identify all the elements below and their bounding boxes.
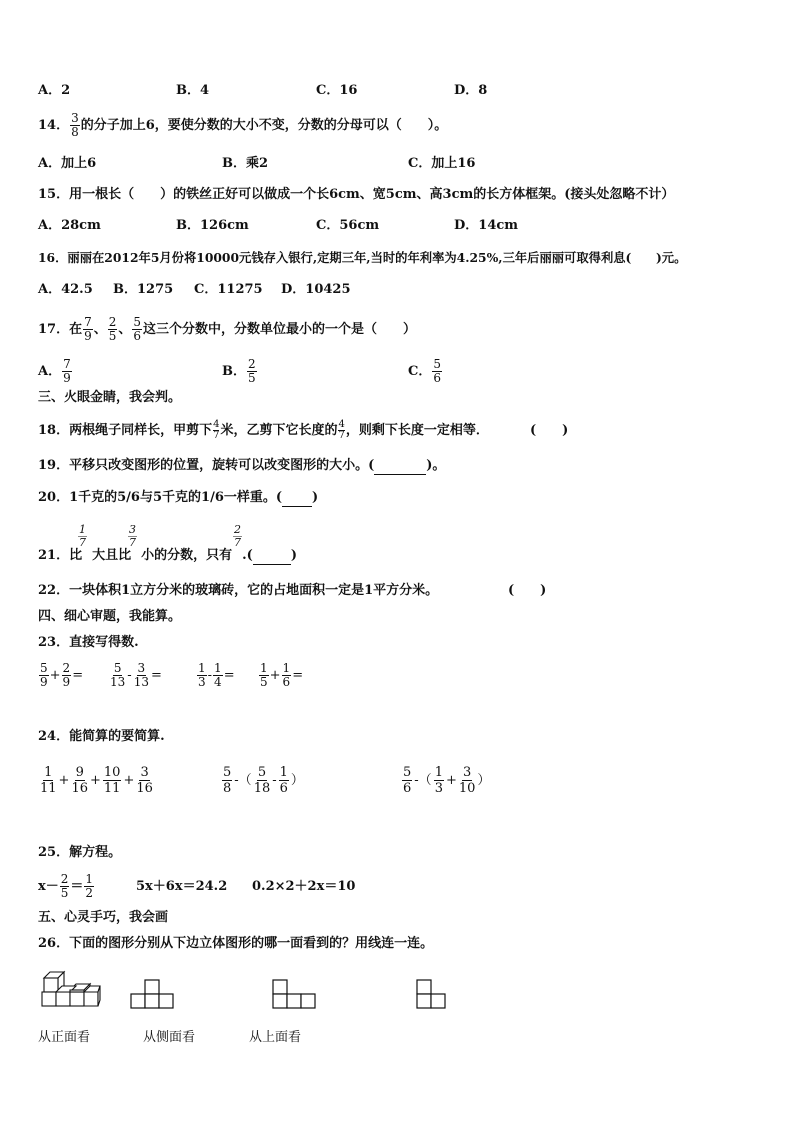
q17-question: 17．在 $\frac{7}{9}$ 、 $\frac{2}{5}$ 、 $\frac{5}{6}$ 这三个分数中，分数单位最小的一个是（ ）	[38, 315, 417, 343]
q23-expression-1: $\frac{5}{9}$ + $\frac{2}{9}$ =	[40, 661, 84, 689]
view-shape-2	[273, 978, 319, 1010]
q13-option-c: C．16	[316, 83, 358, 98]
view-label-top: 从上面看	[249, 1030, 302, 1045]
q21-question: 21．比 大且比 小的分数，只有 .( )	[38, 548, 297, 563]
q14-question: 14． $\frac{3}{8}$ 的分子加上6，要使分数的大小不变，分数的分母可以（ ）。	[38, 111, 448, 139]
q16-option-b: B．1275	[113, 282, 174, 297]
q14-option-b: B．乘2	[222, 156, 269, 171]
section-3-heading: 三、火眼金睛，我会判。	[38, 390, 182, 405]
section-4-heading: 四、细心审题，我能算。	[38, 609, 182, 624]
q16-question: 16．丽丽在2012年5月份将10000元钱存入银行,定期三年,当时的年利率为4.25%,三年后丽丽可取得利息( )元。	[38, 250, 687, 265]
q16-option-a: A．42.5	[38, 282, 93, 297]
q24-expression-2: $\frac{5}{8}$ -（ $\frac{5}{18}$ - $\frac{1}{6}$ ）	[223, 765, 304, 796]
view-shape-3	[415, 978, 447, 1016]
q15-question: 15．用一根长（ ）的铁丝正好可以做成一个长6cm、宽5cm、高3cm的长方体框架。(接头处忽略不计）	[38, 187, 675, 202]
view-label-side: 从侧面看	[143, 1030, 196, 1045]
q18-answer-blank[interactable]: ( )	[530, 423, 569, 438]
q17-option-a: A． $\frac{7}{9}$	[38, 357, 71, 385]
q22-question: 22．一块体积1立方分米的玻璃砖，它的占地面积一定是1平方分米。	[38, 583, 439, 598]
view-label-front: 从正面看	[38, 1030, 91, 1045]
cube-solid-figure	[40, 970, 102, 1012]
q16-option-d: D．10425	[281, 282, 351, 297]
q21-fraction-2: 3 7	[129, 523, 136, 549]
q25-title: 25．解方程。	[38, 845, 122, 860]
q15-option-c: C．56cm	[316, 218, 380, 233]
q21-answer-blank[interactable]	[253, 548, 291, 565]
section-5-heading: 五、心灵手巧，我会画	[38, 910, 169, 925]
q15-option-b: B．126cm	[176, 218, 249, 233]
q19-answer-blank[interactable]	[374, 458, 426, 475]
q19-question: 19．平移只改变图形的位置，旋转可以改变图形的大小。( )。	[38, 458, 446, 473]
q21-fraction-3: 2 7	[234, 523, 241, 549]
q17-option-b: B． $\frac{2}{5}$	[222, 357, 256, 385]
q15-option-d: D．14cm	[454, 218, 519, 233]
q13-option-d: D．8	[454, 83, 488, 98]
q23-expression-2: $\frac{5}{13}$ - $\frac{3}{13}$ =	[110, 661, 162, 689]
q14-option-a: A．加上6	[38, 156, 97, 171]
q20-answer-blank[interactable]	[282, 490, 312, 507]
q24-title: 24．能简算的要简算.	[38, 729, 165, 744]
q22-answer-blank[interactable]: ( )	[508, 583, 547, 598]
q24-expression-1: $\frac{1}{11}$ + $\frac{9}{16}$ + $\frac{10}{11}$ + $\frac{3}{16}$	[40, 765, 153, 796]
q24-expression-3: $\frac{5}{6}$ -（ $\frac{1}{3}$ + $\frac{3}{10}$ ）	[403, 765, 491, 796]
view-shape-1	[131, 978, 177, 1010]
q25-equation-3: 0.2×2＋2x＝10	[252, 879, 356, 894]
q14-fraction: $\frac{3}{8}$	[71, 111, 79, 139]
q20-question: 20．1千克的5/6与5千克的1/6一样重。( )	[38, 490, 319, 505]
q23-expression-4: $\frac{1}{5}$ + $\frac{1}{6}$ =	[260, 661, 304, 689]
q25-equation-1: x－ $\frac{2}{5}$ ＝ $\frac{1}{2}$	[38, 872, 94, 900]
q21-fraction-1: 1 7	[79, 523, 86, 549]
q23-title: 23．直接写得数.	[38, 635, 139, 650]
q13-option-a: A．2	[38, 83, 71, 98]
q26-title: 26．下面的图形分别从下边立体图形的哪一面看到的？用线连一连。	[38, 936, 434, 951]
q18-question: 18．两根绳子同样长，甲剪下 $\frac{4}{7}$ 米，乙剪下它长度的 $\frac{4}{7}$ ，则剩下长度一定相等．	[38, 419, 489, 441]
q23-expression-3: $\frac{1}{3}$ - $\frac{1}{4}$ =	[198, 661, 235, 689]
q15-option-a: A．28cm	[38, 218, 101, 233]
q13-option-b: B．4	[176, 83, 210, 98]
q17-option-c: C． $\frac{5}{6}$	[408, 357, 441, 385]
q16-option-c: C．11275	[194, 282, 263, 297]
q25-equation-2: 5x＋6x＝24.2	[136, 879, 228, 894]
q14-option-c: C．加上16	[408, 156, 476, 171]
